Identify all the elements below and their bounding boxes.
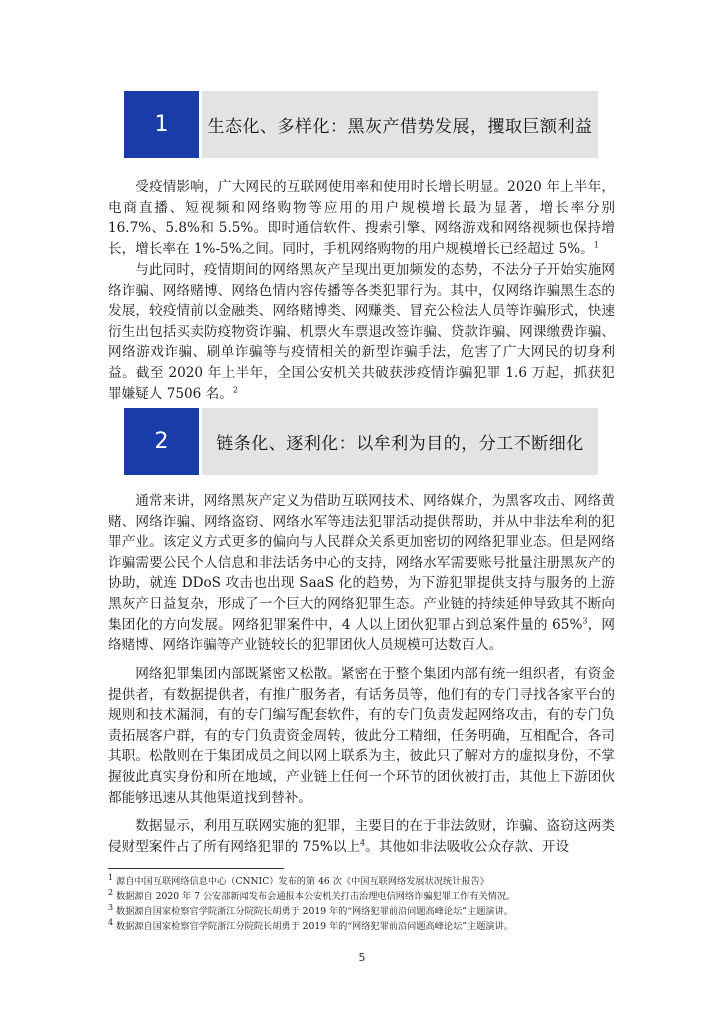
- paragraph-text: 与此同时，疫情期间的网络黑灰产呈现出更加频发的态势，不法分子开始实施网络诈骗、网络赌博、网络色情内容传播等各类犯罪行为。其中，仅网络诈骗黑生态的发展，较疫情前以金融类、网络赌博类、网赚类、冒充公检法人员等诈骗形式，快速衍生出包括买卖防疫物资诈骗、机票火车票退改签诈骗、贷款诈骗、网课缴费诈骗、网络游戏诈骗、刷单诈骗等与疫情相关的新型诈骗手法，危害了广大网民的切身利益。截至 2020 年上半年，全国公安机关共破获涉疫情诈骗犯罪 1.6 万起，抓获犯罪嫌疑人 7506 名。: [108, 262, 615, 402]
- footnote-text: 数据源自国家检察官学院浙江分院院长胡勇于 2019 年的“网络犯罪前沿问题高峰论坛”主题演讲。: [116, 921, 513, 932]
- footnote-number: 1: [108, 872, 114, 882]
- section-number: 2: [124, 408, 199, 475]
- section-title: 链条化、逐利化：以牟利为目的，分工不断细化: [216, 434, 584, 454]
- paragraph-text: 。其他如非法吸收公众存款、开设: [365, 838, 570, 855]
- body-paragraph: [108, 260, 615, 404]
- footnote-ref: 4: [360, 838, 366, 848]
- body-paragraph: [108, 491, 615, 656]
- footnote: [108, 874, 615, 890]
- section-header-2: [124, 408, 598, 475]
- section-title-bar: [202, 91, 598, 158]
- body-paragraph: [108, 664, 615, 808]
- paragraph-text: 数据显示，利用互联网实施的犯罪，主要目的在于非法敛财，诈骗、盗窃这两类侵财型案件占了所有网络犯罪的 75%以上: [108, 818, 615, 855]
- footnote: [108, 889, 615, 905]
- footnote-number: 4: [108, 917, 114, 927]
- footnote-ref: 3: [582, 616, 588, 626]
- section-number: 1: [124, 91, 199, 158]
- paragraph-text: 网络犯罪集团内部既紧密又松散。紧密在于整个集团内部有统一组织者，有资金提供者，有数据提供者，有推广服务者，有话务员等，他们有的专门寻找各家平台的规则和技术漏洞，有的专门编写配套软件，有的专门负责发起网络攻击，有的专门负责拓展客户群，有的专门负责资金周转，彼此分工精细，任务明确，互相配合，各司其职。松散则在于集团成员之间以网上联系为主，彼此只了解对方的虚拟身份，不掌握彼此真实身份和所在地域，产业链上任何一个环节的团伙被打击，其他上下游团伙都能够迅速从其他渠道找到替补。: [108, 666, 615, 806]
- footnote-number: 3: [108, 902, 114, 912]
- footnote: [108, 904, 615, 920]
- footnote-text: 数据源自 2020 年 7 公安部新闻发布会通报本公安机关打击治理电信网络诈骗犯罪工作有关情况。: [116, 891, 516, 902]
- paragraph-text: 受疫情影响，广大网民的互联网使用率和使用时长增长明显。2020 年上半年，电商直播、短视频和网络购物等应用的用户规模增长最为显著，增长率分别 16.7%、5.8%和 5.5%。即时通信软件、搜索引擎、网络游戏和网络视频也保持增长，增长率在 1%-5%之间。同时，手机网络购物的用户规模增长已经超过 5%。: [108, 179, 615, 257]
- footnote-text: 数据源自国家检察官学院浙江分院院长胡勇于 2019 年的“网络犯罪前沿问题高峰论坛”主题演讲。: [116, 906, 513, 917]
- footnote: [108, 919, 615, 935]
- footnote-number: 2: [108, 887, 114, 897]
- paragraph-text: 通常来讲，网络黑灰产定义为借助互联网技术、网络媒介，为黑客攻击、网络黄赌、网络诈骗、网络盗窃、网络水军等违法犯罪活动提供帮助，并从中非法牟利的犯罪产业。该定义方式更多的偏向与人民群众关系更加密切的网络犯罪业态。但是网络诈骗需要公民个人信息和非法话务中心的支持，网络水军需要账号批量注册黑灰产的协助，就连 DDoS 攻击也出现 SaaS 化的趋势，为下游犯罪提供支持与服务的上游黑灰产日益复杂，形成了一个巨大的网络犯罪生态。产业链的持续延伸导致其不断向集团化的方向发展。网络犯罪案件中，4 人以上团伙犯罪占到总案件量的 65%: [108, 493, 615, 633]
- section-title: 生态化、多样化：黑灰产借势发展，攫取巨额利益: [207, 117, 593, 137]
- footnote-ref: 2: [232, 385, 238, 395]
- page-number: 5: [358, 951, 366, 964]
- body-paragraph: [108, 177, 615, 259]
- footnote-divider: [108, 868, 284, 869]
- section-title-bar: [202, 408, 598, 475]
- paragraph-text: ，网络赌博、网络诈骗等产业链较长的犯罪团伙人员规模可达数百人。: [108, 616, 615, 654]
- footnote-ref: 1: [593, 240, 599, 250]
- body-paragraph: [108, 816, 615, 857]
- section-header-1: [124, 91, 598, 158]
- footnote-text: 源自中国互联网络信息中心（CNNIC）发布的第 46 次《中国互联网络发展状况统计报告》: [116, 876, 489, 887]
